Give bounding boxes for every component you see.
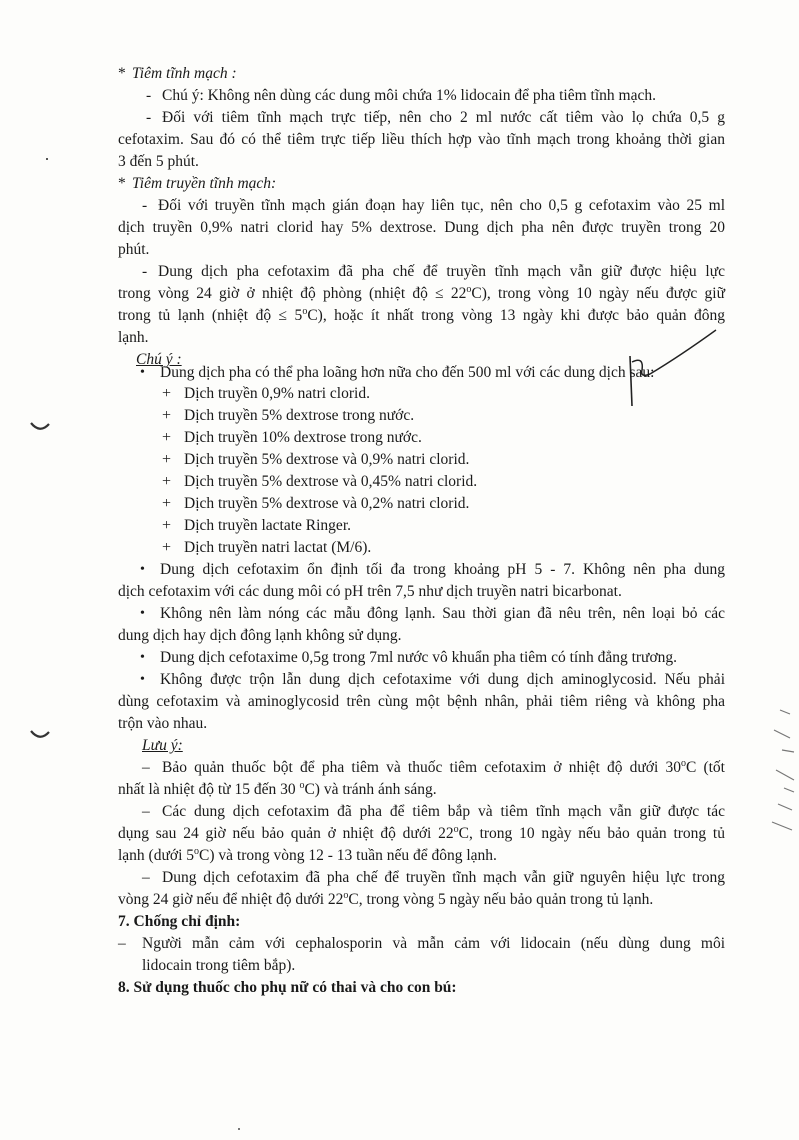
plus-marker: +: [162, 473, 172, 490]
dash-marker: –: [142, 803, 150, 820]
diluent-item: Dịch truyền 5% dextrose trong nước.: [184, 407, 415, 424]
section-heading-contraindications: 7. Chống chỉ định:: [118, 913, 241, 930]
infusion-line-2: dịch truyền 0,9% natri clorid hay 5% dextrose. Dung dịch pha nên được truyền trong 20: [118, 219, 725, 236]
diluent-item: Dịch truyền natri lactat (M/6).: [184, 539, 372, 556]
prepared-solution-line-2: dụng sau 24 giờ nếu bảo quản ở nhiệt độ dưới 22$^o$C, trong 10 ngày nếu bảo quản trong tủ: [118, 823, 725, 842]
plus-marker: +: [162, 385, 172, 402]
note-heading-chu-y: Chú ý :: [136, 351, 182, 368]
scan-speck: [46, 158, 48, 160]
infusion-retention-line-2: vòng 24 giờ nếu để nhiệt độ dưới 22$^o$C, trong vòng 5 ngày nếu bảo quản trong tủ lạnh.: [118, 889, 654, 908]
scan-speck: [238, 1128, 240, 1130]
dash-marker: –: [142, 869, 150, 886]
diluent-item: Dịch truyền 0,9% natri clorid.: [184, 385, 370, 402]
diluent-item: Dịch truyền 5% dextrose và 0,45% natri clorid.: [184, 473, 478, 490]
dash-marker: –: [118, 935, 126, 952]
contraindication-line-1: Người mẫn cảm với cephalosporin và mẫn cảm với lidocain (nếu dùng dung môi: [142, 935, 725, 952]
plus-marker: +: [162, 517, 172, 534]
plus-marker: +: [162, 539, 172, 556]
bullet-marker: •: [140, 562, 145, 577]
dash-marker: -: [142, 197, 148, 214]
plus-marker: +: [162, 407, 172, 424]
infusion-stability-line-3: trong tủ lạnh (nhiệt độ ≤ $5^oC$), hoặc ít nhất trong vòng 13 ngày khi được bảo quản đông: [118, 305, 726, 324]
storage-line-1: Bảo quản thuốc bột để pha tiêm và thuốc tiêm cefotaxim ở nhiệt độ dưới 30$^o$C (tốt: [162, 757, 725, 776]
dilution-intro: Dung dịch pha có thể pha loãng hơn nữa cho đến 500 ml với các dung dịch sau:: [160, 364, 655, 381]
bullet-marker: •: [140, 650, 145, 665]
section-heading-iv-infusion: Tiêm truyền tĩnh mạch:: [132, 175, 277, 192]
no-mixing-line-2: dùng cefotaxim và aminoglycosid trên cùng một bệnh nhân, phải tiêm riêng và không pha: [118, 693, 725, 710]
contraindication-line-2: lidocain trong tiêm bắp).: [142, 957, 296, 974]
no-heating-line-2: dung dịch hay dịch đông lạnh không sử dụng.: [118, 627, 402, 644]
plus-marker: +: [162, 495, 172, 512]
iv-direct-line-2: cefotaxim. Sau đó có thể tiêm trực tiếp liều thích hợp vào tĩnh mạch trong khoảng thời gian: [118, 131, 725, 148]
storage-line-2: nhất là nhiệt độ từ 15 đến 30 $^o$C) và tránh ánh sáng.: [118, 779, 437, 798]
no-mixing-line-1: Không được trộn lẫn dung dịch cefotaxime với dung dịch aminoglycosid. Nếu phải: [160, 671, 725, 688]
diluent-item: Dịch truyền 5% dextrose và 0,9% natri clorid.: [184, 451, 470, 468]
dash-marker: -: [146, 87, 152, 104]
star-marker: *: [118, 175, 126, 192]
iv-note-line: Chú ý: Không nên dùng các dung môi chứa 1% lidocain để pha tiêm tĩnh mạch.: [162, 87, 656, 104]
iv-direct-line-1: Đối với tiêm tĩnh mạch trực tiếp, nên cho 2 ml nước cất tiêm vào lọ chứa 0,5 g: [162, 109, 725, 126]
diluent-item: Dịch truyền 10% dextrose trong nước.: [184, 429, 422, 446]
ph-stability-line-1: Dung dịch cefotaxim ổn định tối đa trong khoảng pH 5 - 7. Không nên pha dung: [160, 561, 725, 578]
dash-marker: -: [146, 109, 152, 126]
infusion-stability-line-1: Dung dịch pha cefotaxim đã pha chế để truyền tĩnh mạch vẫn giữ được hiệu lực: [158, 263, 725, 280]
infusion-retention-line-1: Dung dịch cefotaxim đã pha chế để truyền tĩnh mạch vẫn giữ nguyên hiệu lực trong: [162, 869, 725, 886]
ph-stability-line-2: dịch cefotaxim với các dung môi có pH trên 7,5 như dịch truyền natri bicarbonat.: [118, 583, 622, 600]
no-mixing-line-3: trộn vào nhau.: [118, 715, 208, 732]
diluent-item: Dịch truyền 5% dextrose và 0,2% natri clorid.: [184, 495, 470, 512]
isotonic-line: Dung dịch cefotaxime 0,5g trong 7ml nước vô khuẩn pha tiêm có tính đẳng trương.: [160, 649, 678, 666]
section-heading-iv-injection: Tiêm tĩnh mạch :: [132, 65, 237, 82]
infusion-stability-line-2: trong vòng 24 giờ ở nhiệt độ phòng (nhiệt độ ≤ $22^oC$), trong vòng 10 ngày nếu được giữ: [118, 283, 725, 302]
no-heating-line-1: Không nên làm nóng các mẫu đông lạnh. Sau thời gian đã nêu trên, nên loại bỏ các: [160, 605, 725, 622]
dash-marker: -: [142, 263, 148, 280]
bullet-marker: •: [140, 365, 145, 380]
infusion-line-3: phút.: [118, 241, 150, 258]
scan-edge-artifact: [768, 700, 798, 840]
infusion-line-1: Đối với truyền tĩnh mạch gián đoạn hay liên tục, nên cho 0,5 g cefotaxim vào 25 ml: [158, 197, 725, 214]
section-heading-pregnancy-lactation: 8. Sử dụng thuốc cho phụ nữ có thai và cho con bú:: [118, 979, 457, 996]
prepared-solution-line-3: lạnh (dưới 5$^o$C) và trong vòng 12 - 13 tuần nếu để đông lạnh.: [118, 845, 497, 864]
note-heading-luu-y: Lưu ý:: [142, 737, 183, 754]
iv-direct-line-3: 3 đến 5 phút.: [118, 153, 199, 170]
bullet-marker: •: [140, 672, 145, 687]
dash-marker: –: [142, 759, 150, 776]
bullet-marker: •: [140, 606, 145, 621]
infusion-stability-line-4: lạnh.: [118, 329, 149, 346]
diluent-item: Dịch truyền lactate Ringer.: [184, 517, 351, 534]
plus-marker: +: [162, 429, 172, 446]
prepared-solution-line-1: Các dung dịch cefotaxim đã pha để tiêm bắp và tiêm tĩnh mạch vẫn giữ được tác: [162, 803, 725, 820]
star-marker: *: [118, 65, 126, 82]
plus-marker: +: [162, 451, 172, 468]
binder-hole-mark-top: [28, 420, 52, 436]
binder-hole-mark-bottom: [28, 728, 52, 744]
